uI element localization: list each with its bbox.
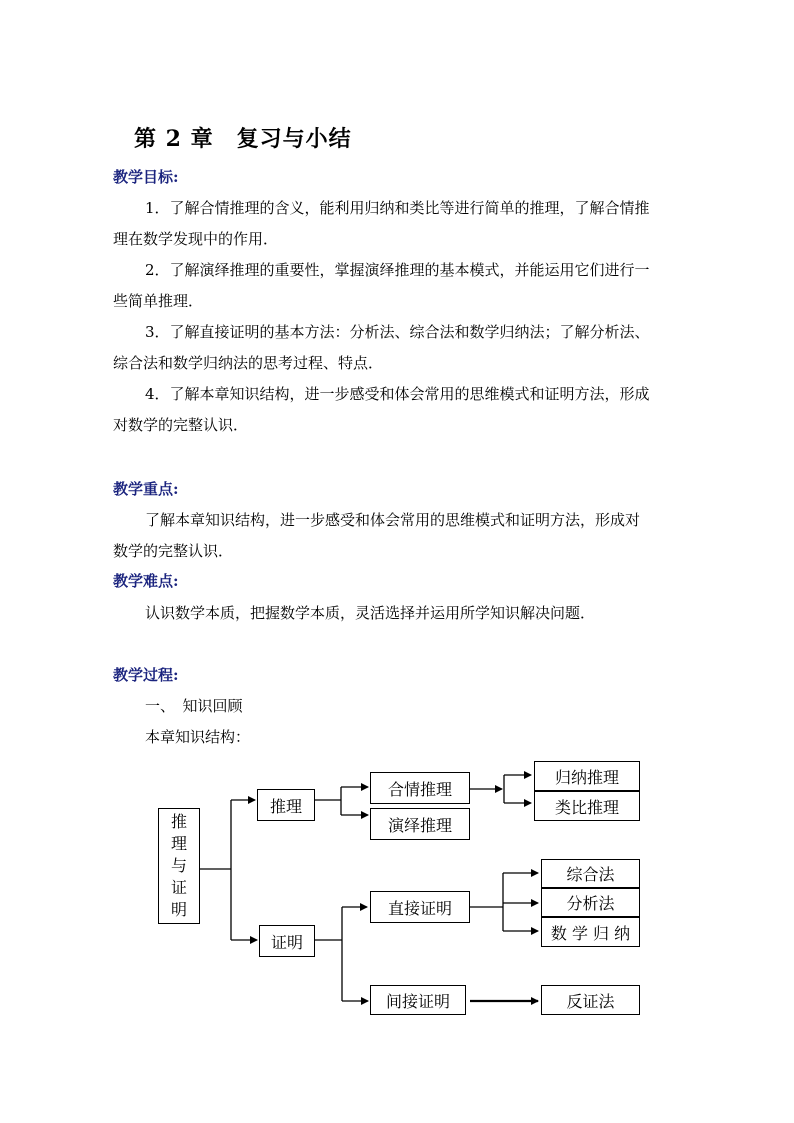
direct-proof-box: 直接证明: [370, 891, 470, 923]
root-char: 理: [170, 834, 187, 853]
key-points-heading: 教学重点:: [113, 480, 179, 498]
objective-line: 些简单推理．: [113, 292, 204, 310]
root-char: 证: [170, 878, 187, 897]
contradiction-method-box: 反证法: [541, 985, 640, 1015]
synthesis-method-box: 综合法: [541, 859, 640, 888]
objective-line: 理在数学发现中的作用．: [113, 230, 279, 248]
math-induction-box: 数 学 归 纳: [541, 917, 640, 947]
process-item: 一、 知识回顾: [145, 697, 243, 715]
objective-line: 1．了解合情推理的含义，能利用归纳和类比等进行简单的推理，了解合情推: [145, 199, 650, 217]
difficulties-heading: 教学难点:: [113, 572, 179, 590]
objective-line: 2．了解演绎推理的重要性，掌握演绎推理的基本模式，并能运用它们进行一: [145, 261, 650, 279]
difficulty-line: 认识数学本质，把握数学本质，灵活选择并运用所学知识解决问题．: [145, 604, 596, 622]
key-point-line: 数学的完整认识．: [113, 542, 234, 560]
process-heading: 教学过程:: [113, 666, 179, 684]
objective-line: 综合法和数学归纳法的思考过程、特点．: [113, 354, 384, 372]
structure-label: 本章知识结构：: [145, 728, 251, 746]
induction-reasoning-box: 归纳推理: [534, 761, 640, 791]
objective-line: 3．了解直接证明的基本方法：分析法、综合法和数学归纳法；了解分析法、: [145, 323, 650, 341]
root-char: 推: [170, 812, 187, 831]
objective-line: 4．了解本章知识结构，进一步感受和体会常用的思维模式和证明方法，形成: [145, 385, 650, 403]
page-title: 第 2 章 复习与小结: [134, 126, 352, 152]
analysis-method-box: 分析法: [541, 888, 640, 917]
deductive-reasoning-box: 演绎推理: [370, 808, 470, 840]
objectives-heading: 教学目标:: [113, 168, 179, 186]
diagram-root-box: [158, 808, 200, 924]
proof-box: 证明: [259, 925, 315, 957]
reasoning-box: 推理: [257, 789, 315, 821]
root-char: 与: [170, 856, 187, 875]
analogy-reasoning-box: 类比推理: [534, 791, 640, 821]
key-point-line: 了解本章知识结构，进一步感受和体会常用的思维模式和证明方法，形成对: [145, 511, 641, 529]
objective-line: 对数学的完整认识．: [113, 416, 249, 434]
root-char: 明: [170, 900, 187, 919]
plausible-reasoning-box: 合情推理: [370, 772, 470, 804]
indirect-proof-box: 间接证明: [370, 985, 466, 1015]
